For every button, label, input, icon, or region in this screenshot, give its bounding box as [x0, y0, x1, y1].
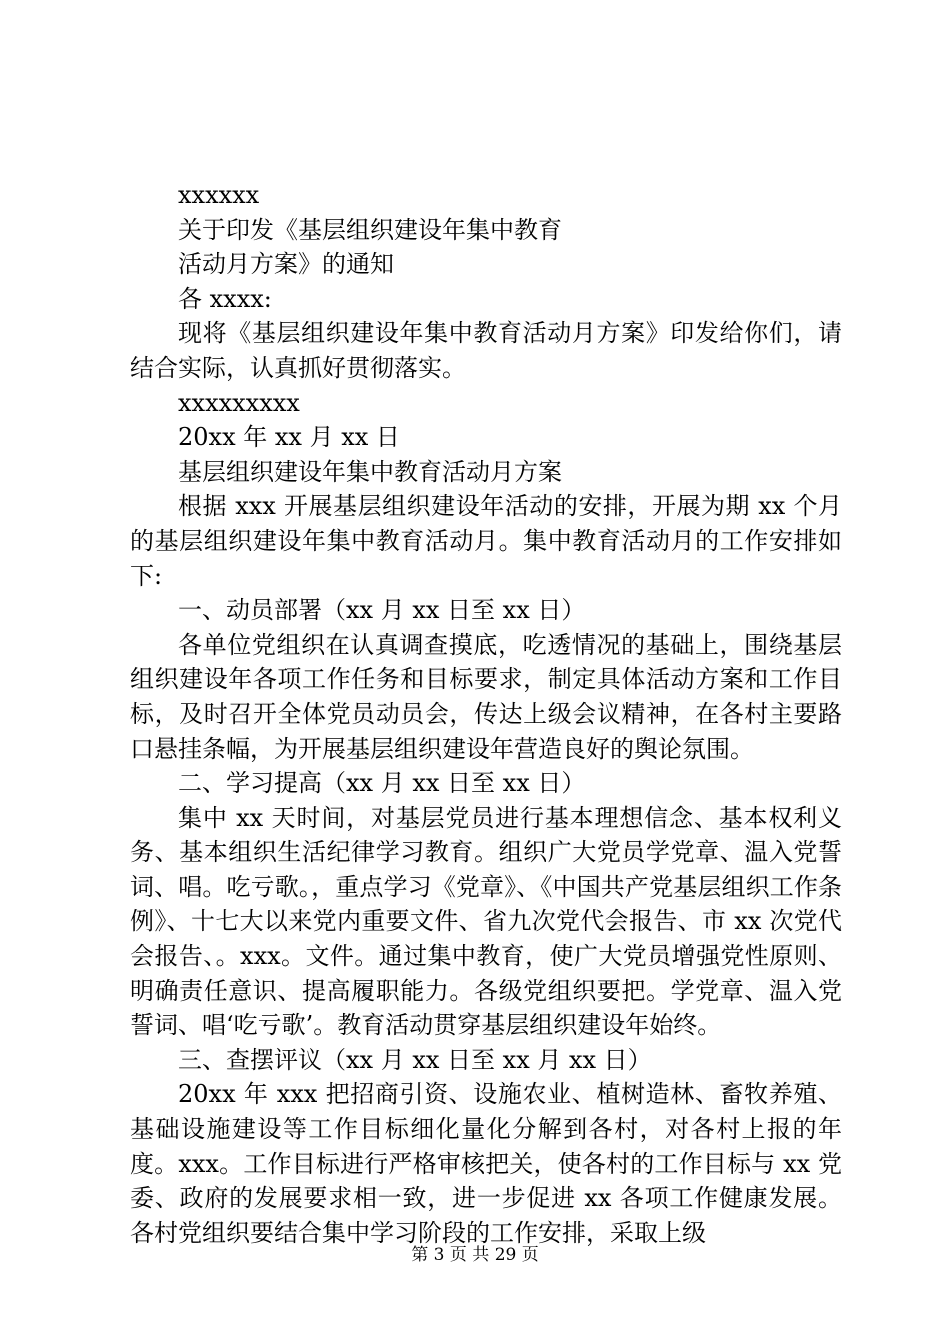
section-2-heading: 二、学习提高（xx 月 xx 日至 xx 日） — [178, 769, 586, 798]
section-1-paragraph: 各单位党组织在认真调查摸底，吃透情况的基础上，围绕基层组织建设年各项工作任务和目标要求，制定具体活动方案和工作目标，及时召开全体党员动员会，传达上级会议精神，在各村主要路口悬挂条幅，为开展基层组织建设年营造良好的舆论氛围。 — [130, 630, 842, 763]
section-1-heading: 一、动员部署（xx 月 xx 日至 xx 日） — [178, 596, 586, 625]
plan-intro-paragraph: 根据 xxx 开展基层组织建设年活动的安排，开展为期 xx 个月的基层组织建设年集中教育活动月。集中教育活动月的工作安排如下: — [130, 492, 842, 590]
page-footer — [0, 1240, 950, 1265]
section-2-paragraph: 集中 xx 天时间，对基层党员进行基本理想信念、基本权利义务、基本组织生活纪律学习教育。组织广大党员学党章、温入党誓词、唱。吃亏歌。，重点学习《党章》、《中国共产党基层组织工作条例》、十七大以来党内重要文件、省九次党代会报告、市 xx 次党代会报告、。xxx。文件。通过集中教育，使广大党员增强党性原则、明确责任意识、提高履职能力。各级党组织要把。学党章、温入党誓词、唱‘吃亏歌’。教育活动贯穿基层组织建设年始终。 — [130, 803, 842, 1040]
section-3-paragraph: 20xx 年 xxx 把招商引资、设施农业、植树造林、畜牧养殖、基础设施建设等工作目标细化量化分解到各村，对各村上报的年度。xxx。工作目标进行严格审核把关，使各村的工作目标与 xx 党委、政府的发展要求相一致，进一步促进 xx 各项工作健康发展。各村党组织要结合集中学习阶段的工作安排，采取上级 — [130, 1080, 842, 1247]
document-body — [130, 178, 842, 1250]
issue-date: 20xx 年 xx 月 xx 日 — [178, 423, 400, 452]
signature: xxxxxxxxx — [178, 388, 300, 417]
salutation: 各 xxxx: — [178, 284, 272, 313]
page-number: 第 3 页 共 29 页 — [411, 1245, 539, 1265]
notice-title-line-2: 活动月方案》的通知 — [178, 250, 394, 279]
notice-title-line-1: 关于印发《基层组织建设年集中教育 — [178, 215, 562, 244]
plan-title: 基层组织建设年集中教育活动月方案 — [178, 457, 562, 486]
intro-paragraph: 现将《基层组织建设年集中教育活动月方案》印发给你们，请结合实际，认真抓好贯彻落实。 — [130, 319, 842, 382]
sender: xxxxxx — [178, 181, 260, 209]
section-3-heading: 三、查摆评议（xx 月 xx 日至 xx 月 xx 日） — [178, 1045, 652, 1074]
